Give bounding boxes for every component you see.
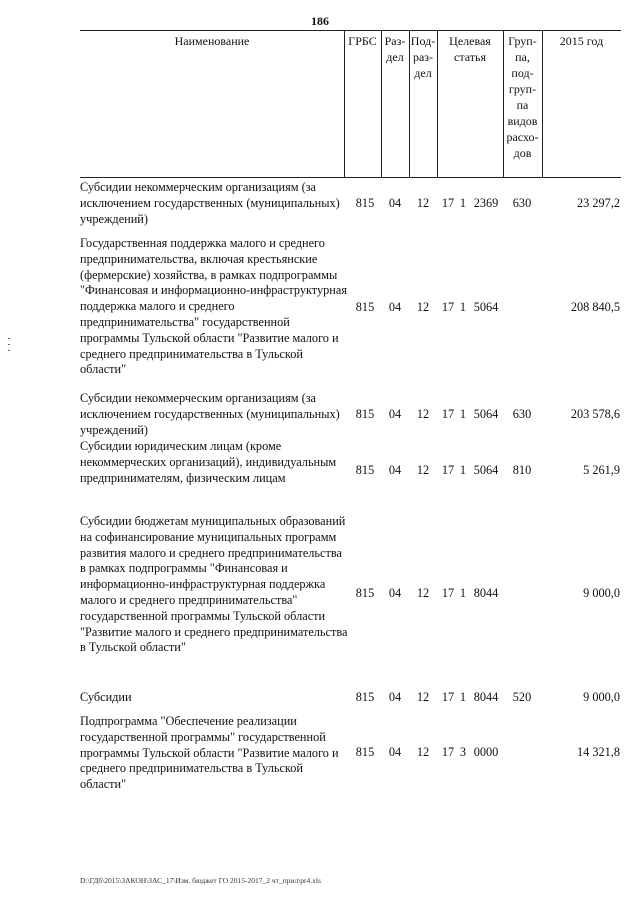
row-cs2: 1 [459,463,467,477]
row-cs1: 17 [441,586,455,600]
row-cs1: 17 [441,407,455,421]
row-cs3: 0000 [473,745,499,759]
header-tselevaya-statya: Целевая статья [449,34,491,64]
row-cs1: 17 [441,745,455,759]
row-amount: 9 000,0 [583,586,620,600]
header-gruppa: Груп- па, под- груп- па видов расхо- дов [506,34,539,160]
header-podrazdel: Под- раз- дел [410,34,436,80]
row-razdel: 04 [388,690,402,704]
row-grbs: 815 [355,463,375,477]
row-name: Субсидии юридическим лицам (кроме некоммерческих организаций), индивидуальным предпринимателям, физическим лицам [80,439,337,485]
row-podrazdel: 12 [416,407,430,421]
row-amount: 208 840,5 [570,300,620,314]
row-grbs: 815 [355,745,375,759]
page-number: 186 [311,14,329,28]
file-path-footer: D:\ГДб\2015\ЗАКОН\ЗАС_17\Изм. бюджет ГО 2015-2017_2 чт_прил\pr4.xls [80,876,321,885]
row-cs3: 8044 [473,586,499,600]
row-cs2: 1 [459,196,467,210]
row-podrazdel: 12 [416,300,430,314]
row-podrazdel: 12 [416,586,430,600]
row-cs3: 5064 [473,463,499,477]
row-cs1: 17 [441,300,455,314]
row-amount: 203 578,6 [570,407,620,421]
row-name: Субсидии бюджетам муниципальных образований на софинансирование муниципальных программ развития малого и среднего предпринимательства в рамках подпрограммы "Финансовая и информационно-инфраструктурная поддержка малого и среднего предпринимательства" государственной программы Тульской области "Развитие малого и среднего предпринимательства в Тульской области" [80,514,348,655]
row-name: Субсидии [80,690,132,704]
row-amount: 14 321,8 [576,745,620,759]
row-grbs: 815 [355,407,375,421]
row-name: Подпрограмма "Обеспечение реализации государственной программы" государственной программы Тульской области "Развитие малого и среднего предпринимательства в Тульской области" [80,714,339,792]
row-amount: 9 000,0 [583,690,620,704]
header-grbs: ГРБС [348,34,377,48]
row-name: Субсидии некоммерческим организациям (за исключением государственных (муниципальных) учреждений) [80,391,340,437]
row-grbs: 815 [355,300,375,314]
row-amount: 5 261,9 [583,463,620,477]
row-cs3: 5064 [473,300,499,314]
row-grbs: 815 [355,196,375,210]
row-cs2: 1 [459,690,467,704]
row-razdel: 04 [388,300,402,314]
row-razdel: 04 [388,407,402,421]
header-name: Наименование [174,34,250,48]
row-cs3: 5064 [473,407,499,421]
row-vid: 630 [512,196,532,210]
row-amount: 23 297,2 [576,196,620,210]
row-name: Субсидии некоммерческим организациям (за исключением государственных (муниципальных) учреждений) [80,180,340,226]
row-cs3: 8044 [473,690,499,704]
row-razdel: 04 [388,196,402,210]
row-cs1: 17 [441,196,455,210]
header-year: 2015 год [559,34,604,48]
row-cs2: 3 [459,745,467,759]
row-podrazdel: 12 [416,196,430,210]
row-cs1: 17 [441,690,455,704]
row-podrazdel: 12 [416,463,430,477]
row-cs1: 17 [441,463,455,477]
row-podrazdel: 12 [416,745,430,759]
row-cs2: 1 [459,300,467,314]
row-razdel: 04 [388,586,402,600]
row-name: Государственная поддержка малого и среднего предпринимательства, включая крестьянские (фермерские) хозяйства, в рамках подпрограммы "Финансовая и информационно-инфраструктурная поддержка малого и среднего предпринимательства" государственной программы Тульской области "Развитие малого и среднего предпринимательства в Тульской области" [80,236,348,377]
row-grbs: 815 [355,690,375,704]
row-cs2: 1 [459,586,467,600]
row-razdel: 04 [388,745,402,759]
row-vid: 630 [512,407,532,421]
row-grbs: 815 [355,586,375,600]
row-vid: 520 [512,690,532,704]
row-vid: 810 [512,463,532,477]
header-razdel: Раз- дел [384,34,406,64]
row-cs3: 2369 [473,196,499,210]
row-razdel: 04 [388,463,402,477]
row-cs2: 1 [459,407,467,421]
row-podrazdel: 12 [416,690,430,704]
